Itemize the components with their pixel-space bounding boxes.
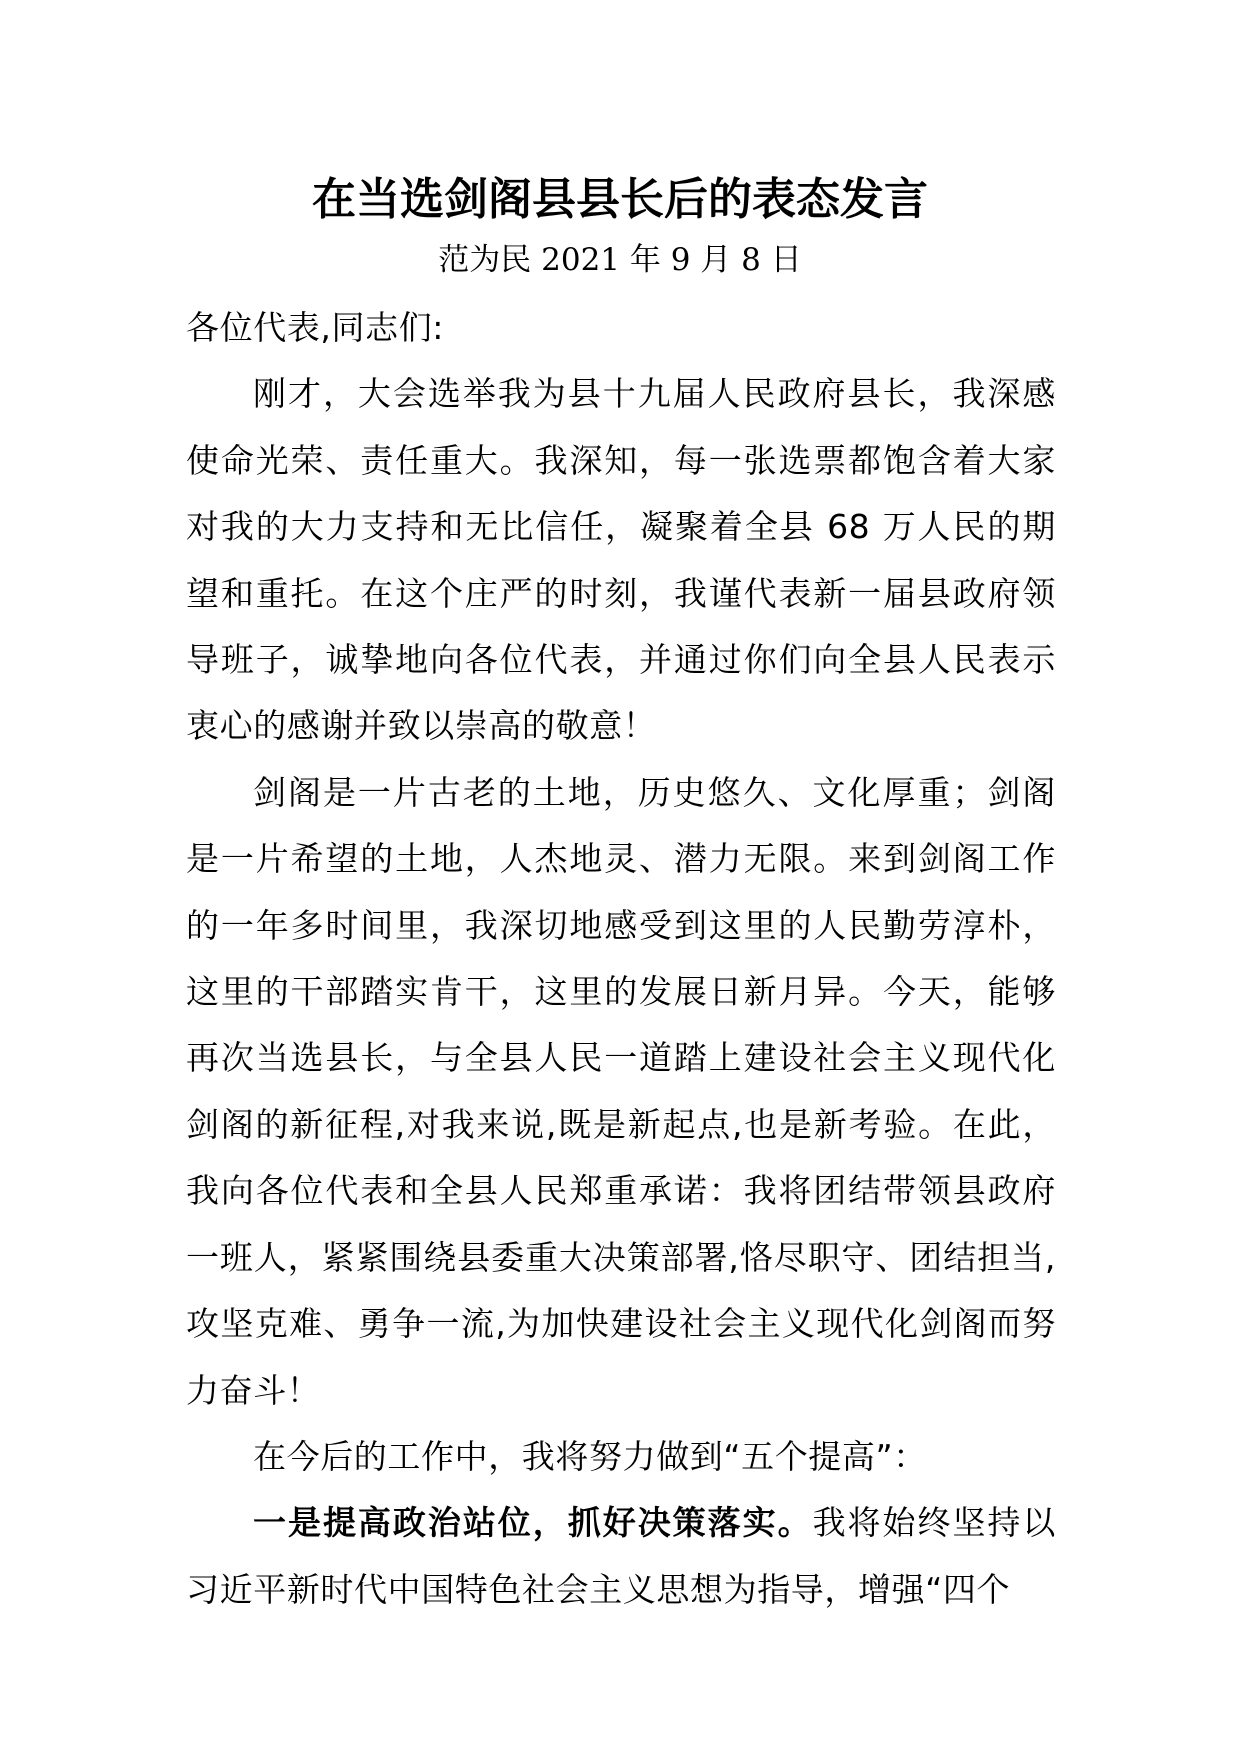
paragraph-jiange: 剑阁是一片古老的土地，历史悠久、文化厚重；剑阁是一片希望的土地，人杰地灵、潜力无限。来到剑阁工作的一年多时间里，我深切地感受到这里的人民勤劳淳朴，这里的干部踏实肯干，这里的发展日新月异。今天，能够再次当选县长，与全县人民一道踏上建设社会主义现代化剑阁的新征程,对我来说,既是新起点,也是新考验。在此，我向各位代表和全县人民郑重承诺：我将团结带领县政府一班人，紧紧围绕县委重大决策部署,恪尽职守、团结担当,攻坚克难、勇争一流,为加快建设社会主义现代化剑阁而努力奋斗！ [186,772,1056,1410]
paragraph-five-improvements-intro: 在今后的工作中，我将努力做到“五个提高”： [253,1436,927,1476]
salutation: 各位代表,同志们: [186,308,445,347]
paragraph-opening: 刚才，大会选举我为县十九届人民政府县长，我深感使命光荣、责任重大。我深知，每一张选票都饱含着大家对我的大力支持和无比信任，凝聚着全县 68 万人民的期望和重托。在这个庄严的时刻，我谨代表新一届县政府领导班子，诚挚地向各位代表，并通过你们向全县人民表示衷心的感谢并致以崇高的敬意！ [186,374,1056,746]
author-date-line: 范为民 2021 年 9 月 8 日 [438,242,802,278]
speech-body [186,295,1056,1623]
point-one-heading: 一是提高政治站位，抓好决策落实。 [253,1503,813,1543]
paragraph-point-one [186,1490,1056,1623]
document-title: 在当选剑阁县县长后的表态发言 [312,174,928,225]
point-one-text: 我将始终坚持以习近平新时代中国特色社会主义思想为指导，增强“四个 [186,1503,1056,1609]
